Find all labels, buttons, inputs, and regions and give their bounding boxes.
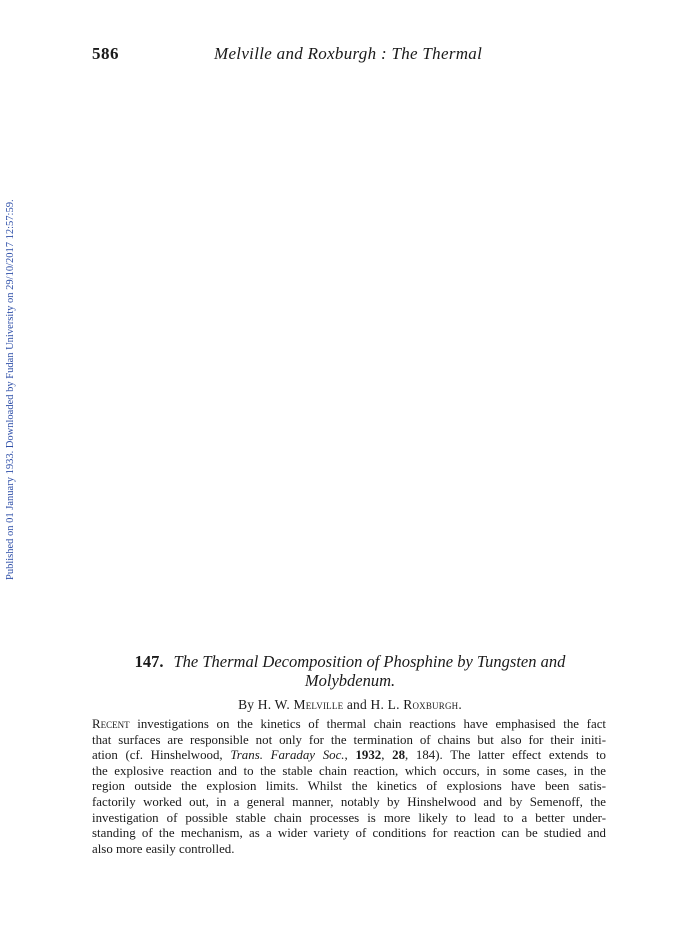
citation-year: 1932: [355, 748, 382, 763]
running-head: Melville and Roxburgh : The Thermal: [214, 44, 483, 63]
byline-and: and H. L.: [346, 697, 400, 712]
article-title-text-1: The Thermal Decomposition of Phosphine by Tungsten and: [173, 652, 566, 671]
body-paragraph: [92, 717, 606, 857]
body-line-1-rest: investigations on the kinetics of thermal chain reactions have emphasised the fact: [129, 717, 606, 731]
page-number: 586: [92, 44, 119, 63]
author-melville: Melville: [293, 697, 344, 712]
citation-sep: ,: [381, 748, 393, 763]
body-line-6: factorily worked out, in a general manner, notably by Hinshelwood and by Semenoff, the: [92, 794, 606, 809]
body-line-2: that surfaces are responsible not only for the termination of chains but also for their initi-: [92, 732, 606, 747]
byline-by: By H. W.: [238, 697, 290, 712]
body-line-7: investigation of possible stable chain processes is more likely to lead to a better under-: [92, 810, 606, 825]
download-watermark-link[interactable]: Published on 01 January 1933. Downloaded by Fudan University on 29/10/2017 12:57:59.: [5, 199, 16, 580]
body-line-1: [92, 717, 606, 733]
body-line-3: [92, 748, 606, 764]
opening-word: Recent: [92, 717, 130, 731]
citation-suffix: , 184). The latter effect extends to: [405, 748, 606, 763]
body-line-8: standing of the mechanism, as a wider variety of conditions for reaction can be studied and: [92, 826, 606, 841]
article-title-line2: Molybdenum.: [304, 671, 396, 690]
citation-prefix: ation (cf. Hinshelwood,: [92, 748, 231, 763]
citation-journal: Trans. Faraday Soc.: [230, 748, 345, 763]
author-roxburgh: Roxburgh.: [403, 697, 462, 712]
byline: [80, 697, 620, 713]
article-number: 147.: [134, 652, 164, 671]
body-line-4: the explosive reaction and to the stable chain reaction, which occurs, in some cases, in the: [92, 763, 606, 778]
body-line-5: region outside the explosion limits. Whilst the kinetics of explosions have been satis-: [92, 779, 606, 794]
download-watermark: [1, 180, 21, 580]
article-title: [80, 652, 620, 690]
citation-volume: 28: [392, 748, 406, 763]
citation-comma: ,: [344, 748, 356, 763]
body-line-9: also more easily controlled.: [92, 841, 235, 856]
article-title-line1: [80, 652, 620, 671]
